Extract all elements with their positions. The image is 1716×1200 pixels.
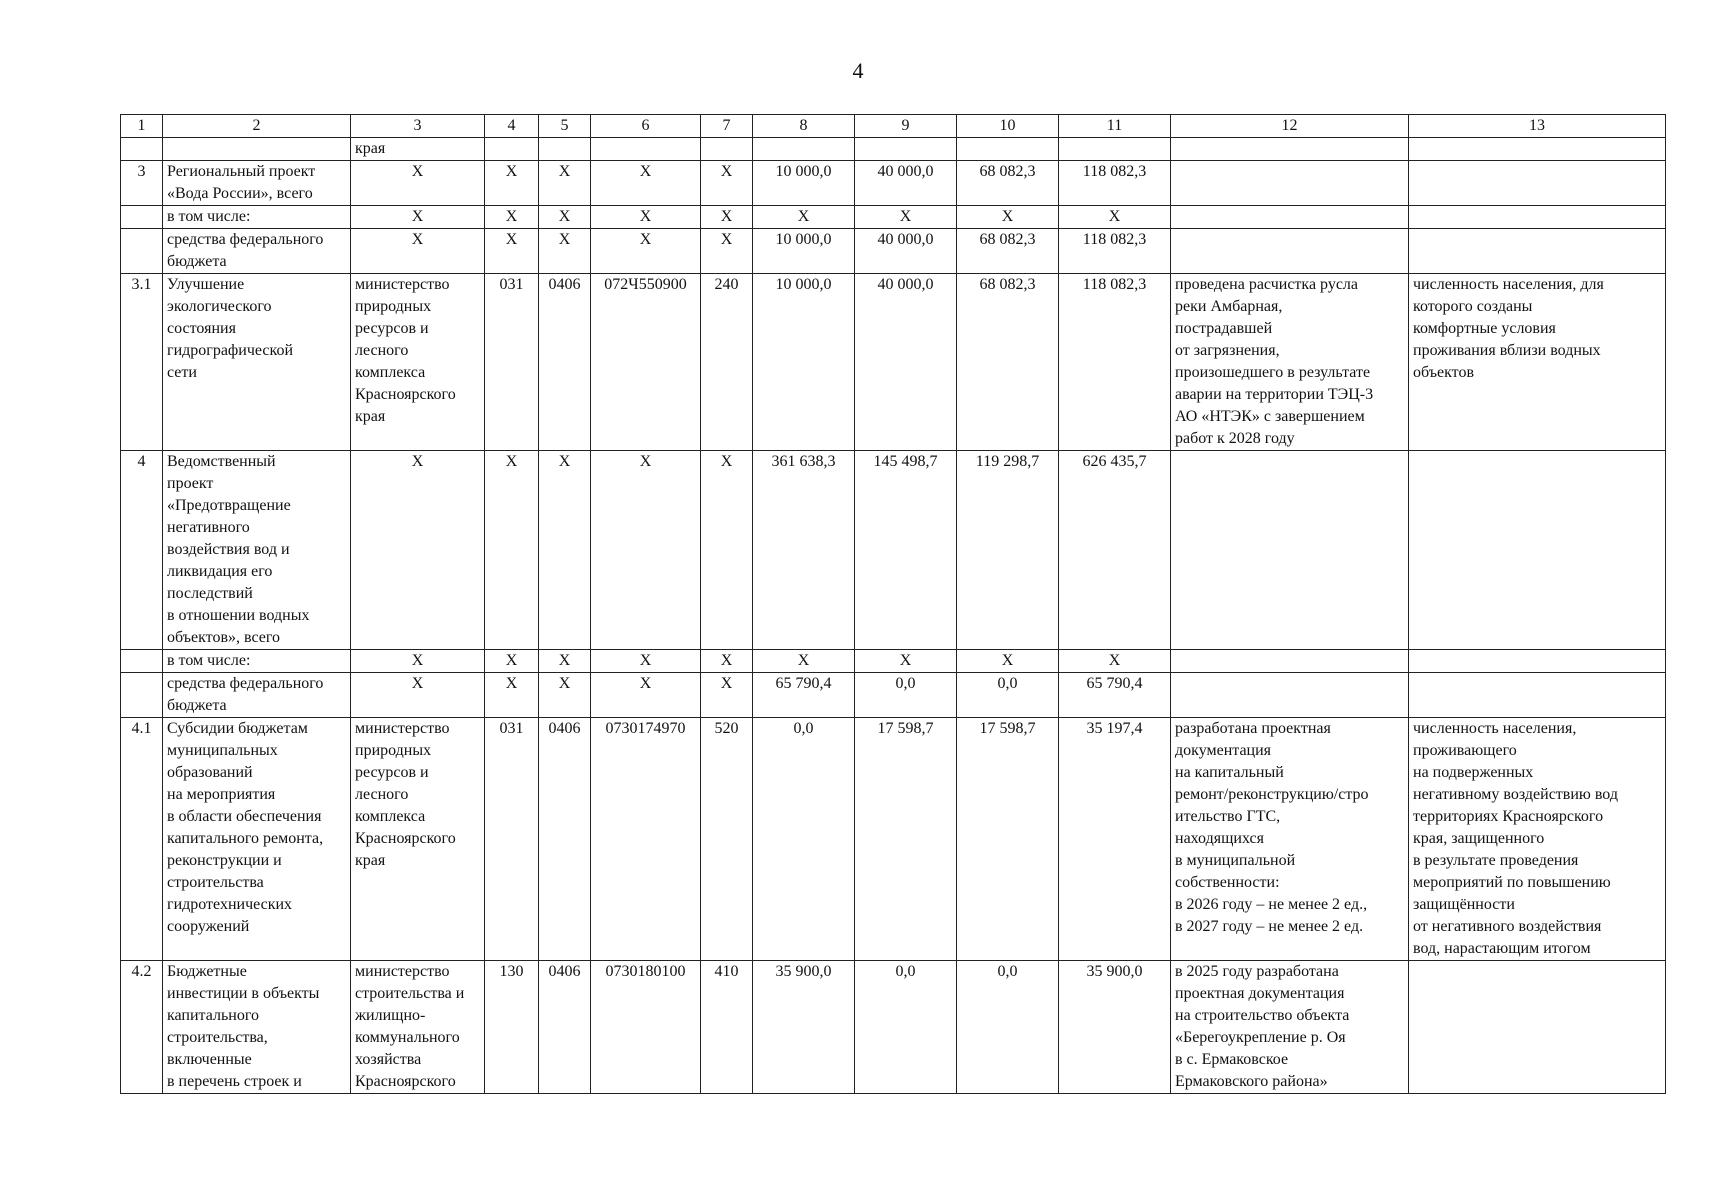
- table-cell: X: [351, 673, 485, 718]
- table-cell: X: [485, 206, 539, 229]
- table-cell: министерство природных ресурсов и лесного комплекса Красноярского края: [351, 274, 485, 451]
- table-cell: [1409, 138, 1666, 161]
- table-row: [121, 138, 1666, 161]
- table-cell: [1409, 451, 1666, 650]
- header-cell: 13: [1409, 115, 1666, 138]
- table-cell: 65 790,4: [753, 673, 855, 718]
- header-cell: 8: [753, 115, 855, 138]
- header-cell: 1: [121, 115, 163, 138]
- table-cell: [485, 138, 539, 161]
- table-cell: [855, 138, 957, 161]
- table-cell: X: [701, 229, 753, 274]
- table-cell: края: [351, 138, 485, 161]
- table-cell: 145 498,7: [855, 451, 957, 650]
- table-cell: 118 082,3: [1059, 274, 1171, 451]
- table-cell: 031: [485, 718, 539, 961]
- table-cell: X: [1059, 650, 1171, 673]
- table-cell: 031: [485, 274, 539, 451]
- table-cell: X: [701, 206, 753, 229]
- table-cell: Региональный проект «Вода России», всего: [163, 161, 351, 206]
- table-cell: 17 598,7: [855, 718, 957, 961]
- table-cell: X: [753, 650, 855, 673]
- table-cell: X: [855, 650, 957, 673]
- financing-table: [120, 114, 1666, 1094]
- header-cell: 7: [701, 115, 753, 138]
- table-row: [121, 650, 1666, 673]
- table-cell: X: [855, 206, 957, 229]
- table-cell: X: [591, 161, 701, 206]
- table-cell: X: [351, 161, 485, 206]
- table-cell: X: [351, 229, 485, 274]
- table-cell: 118 082,3: [1059, 229, 1171, 274]
- table-cell: Улучшение экологического состояния гидрографической сети: [163, 274, 351, 451]
- table-cell: 118 082,3: [1059, 161, 1171, 206]
- table-cell: [121, 650, 163, 673]
- header-cell: 11: [1059, 115, 1171, 138]
- table-cell: проведена расчистка русла реки Амбарная, пострадавшей от загрязнения, произошедшего в результате аварии на территории ТЭЦ-3 АО «НТЭК» с завершением работ к 2028 году: [1171, 274, 1409, 451]
- header-cell: 2: [163, 115, 351, 138]
- table-cell: 40 000,0: [855, 274, 957, 451]
- table-row: [121, 451, 1666, 650]
- table-cell: [957, 138, 1059, 161]
- table-cell: 0,0: [855, 673, 957, 718]
- table-cell: численность населения, проживающего на подверженных негативному воздействию вод территориях Красноярского края, защищенного в результате проведения мероприятий по повышению защищённости от негативного воздействия вод, нарастающим итогом: [1409, 718, 1666, 961]
- table-cell: [701, 138, 753, 161]
- table-cell: X: [539, 650, 591, 673]
- table-cell: 0406: [539, 961, 591, 1094]
- table-cell: Субсидии бюджетам муниципальных образований на мероприятия в области обеспечения капитального ремонта, реконструкции и строительства гидротехнических сооружений: [163, 718, 351, 961]
- table-row: [121, 206, 1666, 229]
- table-cell: Бюджетные инвестиции в объекты капитального строительства, включенные в перечень строек и: [163, 961, 351, 1094]
- table-cell: [121, 673, 163, 718]
- table-cell: 68 082,3: [957, 229, 1059, 274]
- table-row: [121, 274, 1666, 451]
- table-cell: министерство строительства и жилищно- коммунального хозяйства Красноярского: [351, 961, 485, 1094]
- table-cell: [591, 138, 701, 161]
- table-cell: министерство природных ресурсов и лесного комплекса Красноярского края: [351, 718, 485, 961]
- table-cell: 4.1: [121, 718, 163, 961]
- table-cell: X: [591, 451, 701, 650]
- table-cell: 072Ч550900: [591, 274, 701, 451]
- table-body: [121, 138, 1666, 1094]
- table-cell: X: [539, 161, 591, 206]
- table-cell: X: [701, 161, 753, 206]
- table-cell: X: [485, 650, 539, 673]
- table-cell: средства федерального бюджета: [163, 673, 351, 718]
- table-cell: X: [539, 673, 591, 718]
- table-cell: 17 598,7: [957, 718, 1059, 961]
- table-cell: X: [591, 650, 701, 673]
- table-cell: средства федерального бюджета: [163, 229, 351, 274]
- table-cell: 0406: [539, 274, 591, 451]
- table-cell: [1171, 673, 1409, 718]
- table-cell: 0406: [539, 718, 591, 961]
- header-cell: 3: [351, 115, 485, 138]
- table-cell: 10 000,0: [753, 229, 855, 274]
- table-row: [121, 161, 1666, 206]
- table-cell: 410: [701, 961, 753, 1094]
- table-cell: X: [485, 161, 539, 206]
- table-cell: [1171, 650, 1409, 673]
- table-cell: в 2025 году разработана проектная документация на строительство объекта «Берегоукрепление р. Оя в с. Ермаковское Ермаковского района»: [1171, 961, 1409, 1094]
- table-row: [121, 229, 1666, 274]
- table-cell: X: [351, 451, 485, 650]
- table-cell: численность населения, для которого созданы комфортные условия проживания вблизи водных объектов: [1409, 274, 1666, 451]
- header-cell: 5: [539, 115, 591, 138]
- table-cell: 4: [121, 451, 163, 650]
- header-cell: 6: [591, 115, 701, 138]
- table-cell: 35 900,0: [753, 961, 855, 1094]
- table-row: [121, 961, 1666, 1094]
- table-cell: X: [351, 650, 485, 673]
- table-cell: [121, 206, 163, 229]
- table-cell: X: [539, 206, 591, 229]
- table-cell: 119 298,7: [957, 451, 1059, 650]
- table-cell: X: [591, 206, 701, 229]
- table-cell: [539, 138, 591, 161]
- table-cell: [1409, 673, 1666, 718]
- table-cell: [1171, 161, 1409, 206]
- table-cell: X: [701, 673, 753, 718]
- table-cell: 361 638,3: [753, 451, 855, 650]
- table-cell: 0730174970: [591, 718, 701, 961]
- page-number: 4: [852, 58, 864, 83]
- table-cell: [1409, 229, 1666, 274]
- table-cell: X: [539, 451, 591, 650]
- table-cell: X: [957, 650, 1059, 673]
- table-cell: 35 197,4: [1059, 718, 1171, 961]
- table-cell: [753, 138, 855, 161]
- table-row: [121, 718, 1666, 961]
- table-cell: [1171, 229, 1409, 274]
- table-cell: 130: [485, 961, 539, 1094]
- table-cell: 40 000,0: [855, 161, 957, 206]
- table-cell: 10 000,0: [753, 161, 855, 206]
- table-cell: [1171, 451, 1409, 650]
- table-cell: 0730180100: [591, 961, 701, 1094]
- table-cell: [1409, 961, 1666, 1094]
- table-cell: 40 000,0: [855, 229, 957, 274]
- table-cell: X: [1059, 206, 1171, 229]
- table-cell: [1171, 206, 1409, 229]
- table-cell: X: [539, 229, 591, 274]
- table-cell: 520: [701, 718, 753, 961]
- table-cell: X: [701, 451, 753, 650]
- table-cell: 0,0: [957, 673, 1059, 718]
- table-cell: X: [701, 650, 753, 673]
- table-cell: 0,0: [957, 961, 1059, 1094]
- table-cell: 0,0: [855, 961, 957, 1094]
- table-cell: [121, 229, 163, 274]
- table-cell: 35 900,0: [1059, 961, 1171, 1094]
- header-row: [121, 115, 1666, 138]
- table-cell: X: [485, 673, 539, 718]
- table-cell: 4.2: [121, 961, 163, 1094]
- table-cell: 65 790,4: [1059, 673, 1171, 718]
- table-cell: 10 000,0: [753, 274, 855, 451]
- header-cell: 4: [485, 115, 539, 138]
- table-cell: X: [485, 451, 539, 650]
- table-cell: [1409, 650, 1666, 673]
- table-cell: Ведомственный проект «Предотвращение негативного воздействия вод и ликвидация его последствий в отношении водных объектов», всего: [163, 451, 351, 650]
- table-cell: X: [591, 229, 701, 274]
- table-cell: 626 435,7: [1059, 451, 1171, 650]
- table-cell: в том числе:: [163, 650, 351, 673]
- table-cell: X: [957, 206, 1059, 229]
- table-cell: [1059, 138, 1171, 161]
- table-cell: 68 082,3: [957, 161, 1059, 206]
- table-cell: X: [591, 673, 701, 718]
- table-cell: X: [351, 206, 485, 229]
- table-cell: [1171, 138, 1409, 161]
- table-cell: разработана проектная документация на капитальный ремонт/реконструкцию/стро ительство ГТС, находящихся в муниципальной собственности: в 2026 году – не менее 2 ед., в 2027 году – не менее 2 ед.: [1171, 718, 1409, 961]
- table-cell: 3.1: [121, 274, 163, 451]
- table-cell: X: [753, 206, 855, 229]
- table-cell: [1409, 161, 1666, 206]
- table-cell: [1409, 206, 1666, 229]
- table-cell: [121, 138, 163, 161]
- table-row: [121, 673, 1666, 718]
- header-cell: 9: [855, 115, 957, 138]
- header-cell: 10: [957, 115, 1059, 138]
- table-cell: 68 082,3: [957, 274, 1059, 451]
- table-cell: 0,0: [753, 718, 855, 961]
- header-cell: 12: [1171, 115, 1409, 138]
- table-cell: 3: [121, 161, 163, 206]
- table-cell: [163, 138, 351, 161]
- table-cell: X: [485, 229, 539, 274]
- table-cell: 240: [701, 274, 753, 451]
- table-cell: в том числе:: [163, 206, 351, 229]
